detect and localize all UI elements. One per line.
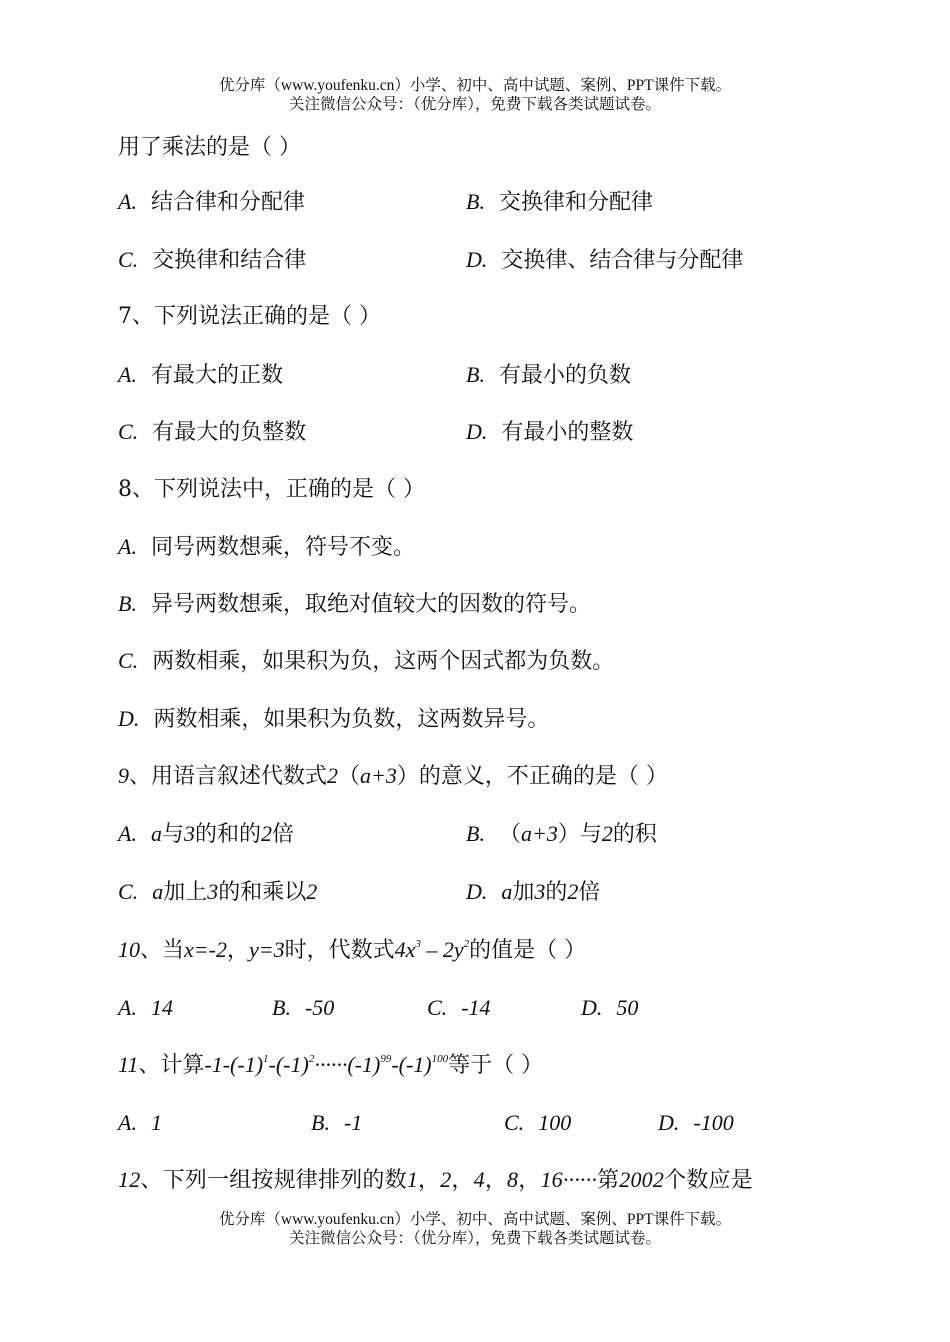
stem-text: 个数应是	[664, 1168, 753, 1193]
q11-option-d	[658, 1108, 734, 1139]
math: x=-2	[184, 937, 227, 962]
option-letter: A.	[118, 534, 137, 559]
option-letter: A.	[118, 995, 137, 1020]
option-letter: B.	[466, 821, 485, 846]
q8-option-d	[118, 704, 549, 735]
option-letter: C.	[118, 419, 139, 444]
q10-option-b	[272, 993, 334, 1024]
option-letter: C.	[427, 995, 448, 1020]
math: 1	[406, 1167, 419, 1192]
q8-option-a	[118, 532, 415, 563]
q10-option-a	[118, 993, 173, 1024]
option-text: 有最小的整数	[501, 420, 634, 445]
math: – 2y	[420, 937, 464, 962]
option-value: 14	[150, 995, 173, 1020]
option-letter: D.	[466, 879, 488, 904]
question-6-tail: 用了乘法的是（ ）	[118, 135, 301, 160]
math: 3	[207, 879, 219, 904]
option-text: 有最大的负整数	[152, 420, 307, 445]
math: a	[152, 879, 164, 904]
option-text: 交换律和分配律	[498, 190, 653, 215]
option-value: -14	[461, 995, 491, 1020]
text: ，	[418, 1168, 441, 1193]
math: -(-1)	[268, 1052, 309, 1077]
text: 的积	[612, 822, 657, 847]
math: 3	[183, 821, 195, 846]
option-text: 两数相乘，如果积为负数，这两数异号。	[153, 707, 550, 732]
option-value: 50	[616, 995, 639, 1020]
math: 2	[306, 879, 318, 904]
option-value: -1	[343, 1110, 363, 1135]
footer-line-1: 优分库（www.youfenku.cn）小学、初中、高中试题、案例、PPT课件下载。	[218, 1211, 732, 1228]
option-value: -50	[304, 995, 335, 1020]
q9-option-a	[118, 819, 294, 850]
q8-option-c	[118, 646, 614, 677]
option-text: 同号两数想乘，符号不变。	[150, 535, 415, 560]
option-letter: C.	[118, 648, 139, 673]
math: y=3	[248, 937, 285, 962]
question-12-stem	[118, 1165, 753, 1196]
text: 加上	[163, 880, 208, 905]
text: 的和的	[194, 822, 261, 847]
question-9-stem	[118, 761, 668, 792]
text: 倍	[271, 822, 294, 847]
text: 与	[161, 822, 184, 847]
math: a	[501, 879, 513, 904]
stem-text: 、计算	[138, 1053, 205, 1078]
q11-option-c	[504, 1108, 571, 1139]
q10-option-c	[427, 993, 491, 1024]
option-letter: B.	[466, 362, 485, 387]
footer-line-2: 关注微信公众号：（优分库），免费下载各类试题试卷。	[288, 1230, 661, 1247]
math: 2	[567, 879, 579, 904]
option-letter: C.	[504, 1110, 525, 1135]
question-number: 12	[118, 1167, 141, 1192]
stem-text: 、用语言叙述代数式	[129, 764, 328, 789]
text: 的	[545, 880, 568, 905]
q6-option-b	[466, 187, 653, 218]
option-letter: B.	[311, 1110, 330, 1135]
math: 4x	[394, 937, 416, 962]
stem-text: 、当	[140, 938, 185, 963]
math: -1-(-1)	[204, 1052, 264, 1077]
text: ，	[226, 938, 249, 963]
q7-option-d	[466, 417, 633, 448]
stem-text: 时，代数式	[284, 938, 395, 963]
option-text: 交换律、结合律与分配律	[501, 248, 744, 273]
option-text: 异号两数想乘，取绝对值较大的因数的符号。	[150, 592, 591, 617]
question-8-stem: 8、下列说法中，正确的是（ ）	[118, 477, 425, 502]
math: a	[150, 821, 162, 846]
math: -(-1)	[391, 1052, 432, 1077]
text: ，	[451, 1168, 474, 1193]
q11-option-a	[118, 1108, 162, 1139]
option-text: 两数相乘，如果积为负，这两个因式都为负数。	[152, 649, 615, 674]
exponent: 1	[263, 1053, 269, 1065]
stem-text: 的值是（ ）	[469, 938, 587, 963]
option-letter: A.	[118, 821, 137, 846]
q7-option-a	[118, 360, 283, 391]
stem-text: 第	[597, 1168, 620, 1193]
option-letter: B.	[272, 995, 291, 1020]
q8-option-b	[118, 589, 591, 620]
option-letter: D.	[466, 247, 488, 272]
math: 8	[507, 1167, 519, 1192]
q7-option-c	[118, 417, 306, 448]
question-10-stem	[118, 935, 586, 966]
stem-text: 等于（ ）	[448, 1053, 544, 1078]
header-line-1: 优分库（www.youfenku.cn）小学、初中、高中试题、案例、PPT课件下载。	[218, 77, 732, 94]
option-letter: D.	[466, 419, 488, 444]
option-letter: D.	[658, 1110, 680, 1135]
option-text: 交换律和结合律	[152, 248, 307, 273]
option-text: 有最大的正数	[150, 363, 283, 388]
option-value: -100	[693, 1110, 734, 1135]
header-line-2: 关注微信公众号：（优分库），免费下载各类试题试卷。	[288, 96, 661, 113]
paren: （	[338, 764, 361, 789]
exponent: 2	[463, 938, 470, 950]
question-7-stem: 7、下列说法正确的是（ ）	[118, 304, 381, 329]
option-letter: A.	[118, 1110, 137, 1135]
q9-option-b	[466, 819, 657, 850]
q6-option-a	[118, 187, 305, 218]
option-letter: A.	[118, 362, 137, 387]
option-letter: B.	[466, 189, 485, 214]
math: 2	[440, 1167, 452, 1192]
math: 2	[601, 821, 613, 846]
question-number: 10	[118, 937, 140, 962]
math: 2002	[619, 1167, 665, 1192]
option-value: 100	[538, 1110, 572, 1135]
option-value: 1	[150, 1110, 162, 1135]
text: （	[498, 822, 521, 847]
question-number: 11	[118, 1052, 139, 1077]
stem-text: 、下列一组按规律排列的数	[140, 1168, 407, 1193]
q7-option-b	[466, 360, 631, 391]
math-expr: a+3	[360, 763, 397, 788]
option-text: 结合律和分配律	[150, 190, 305, 215]
option-letter: C.	[118, 879, 139, 904]
q6-option-c	[118, 245, 306, 276]
text: 的和乘以	[218, 880, 307, 905]
math: 3	[534, 879, 546, 904]
option-letter: B.	[118, 591, 137, 616]
question-number: 9	[118, 763, 129, 788]
exponent: 3	[415, 938, 421, 950]
text: ，	[518, 1168, 541, 1193]
option-letter: C.	[118, 247, 139, 272]
text: ，	[484, 1168, 508, 1193]
q9-option-d	[466, 877, 600, 908]
exponent: 2	[308, 1053, 315, 1065]
math: ······(-1)	[314, 1052, 381, 1077]
text: 倍	[578, 880, 601, 905]
math-coef: 2	[327, 763, 339, 788]
q11-option-b	[311, 1108, 362, 1139]
option-text: 有最小的负数	[498, 363, 631, 388]
paren: ）	[396, 764, 419, 789]
q9-option-c	[118, 877, 317, 908]
text: 加	[512, 880, 535, 905]
math: 16······	[540, 1167, 598, 1192]
q6-option-d	[466, 245, 743, 276]
text: ）与	[557, 822, 602, 847]
option-letter: D.	[118, 706, 140, 731]
math: 4	[473, 1167, 485, 1192]
exponent: 99	[380, 1053, 392, 1065]
math: a+3	[520, 821, 558, 846]
math: 2	[260, 821, 272, 846]
question-11-stem	[118, 1050, 543, 1081]
option-letter: A.	[118, 189, 137, 214]
option-letter: D.	[581, 995, 603, 1020]
exponent: 100	[431, 1053, 449, 1065]
q10-option-d	[581, 993, 638, 1024]
stem-text: 的意义，不正确的是（ ）	[418, 764, 668, 789]
page-header	[0, 76, 950, 114]
page-footer	[0, 1210, 950, 1248]
